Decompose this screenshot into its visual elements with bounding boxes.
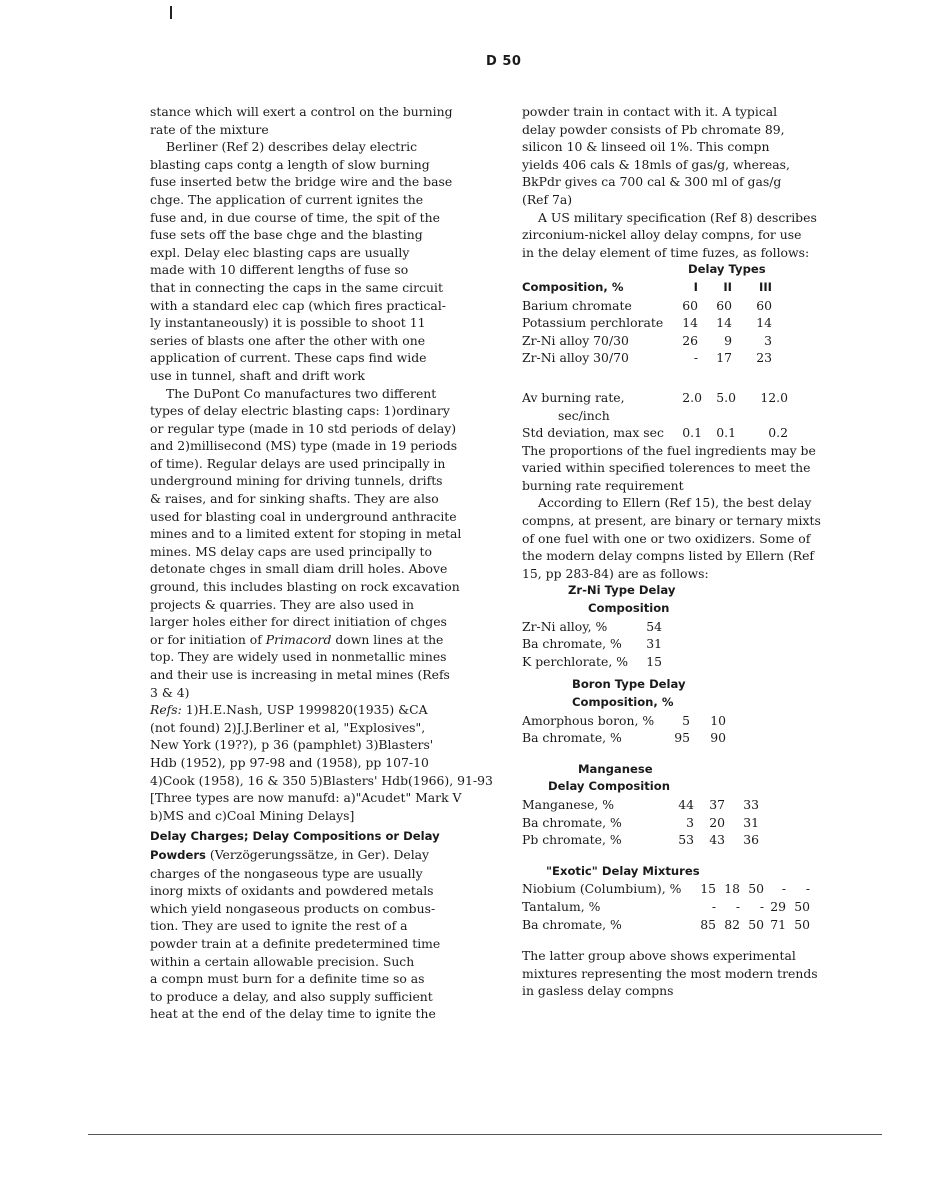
text-line: that in connecting the caps in the same circuit <box>150 279 443 295</box>
table-cell: 29 <box>770 898 786 914</box>
table-cell: 60 <box>716 297 732 313</box>
text-line: ground, this includes blasting on rock excavation <box>150 579 460 595</box>
table-cell: 36 <box>743 832 759 848</box>
text-line: and 2)millisecond (MS) type (made in 19 periods <box>150 438 458 454</box>
text-line: top. They are widely used in nonmetallic mines <box>150 649 447 665</box>
table-cell: Ba chromate, % <box>522 916 622 932</box>
table-cell: 44 <box>678 796 694 812</box>
table-cell: 15 <box>700 881 716 897</box>
table-row <box>522 898 810 916</box>
table-cell: sec/inch <box>558 407 610 423</box>
table-cell: 50 <box>748 916 764 932</box>
table-cell: - <box>693 350 698 366</box>
text-line: series of blasts one after the other with one <box>150 332 426 348</box>
text-line: New York (19??), p 36 (pamphlet) 3)Blasters' <box>150 737 434 753</box>
text-line: BkPdr gives ca 700 cal & 300 ml of gas/g <box>522 174 782 190</box>
burning-rate-grid <box>522 389 788 442</box>
table-cell: 53 <box>678 832 694 848</box>
paragraph-closing <box>522 947 862 1000</box>
table-title: Delay Types <box>688 262 766 277</box>
text-line: burning rate requirement <box>522 477 684 493</box>
paragraph-us-military <box>522 209 862 262</box>
text-line: detonate chges in small diam drill holes. Above <box>150 561 448 577</box>
table-cell: Ba chromate, % <box>522 814 622 830</box>
text-line: powder train in contact with it. A typical <box>522 104 778 119</box>
table-cell: Manganese, % <box>522 796 615 812</box>
column-header: III <box>759 279 772 294</box>
text-line <box>150 846 506 865</box>
text-line: made with 10 different lengths of fuse so <box>150 262 409 278</box>
table-cell: Ba chromate, % <box>522 730 622 746</box>
text-line: tion. They are used to ignite the rest of a <box>150 918 408 934</box>
section-heading: Delay Charges; Delay Compositions or Delay <box>150 829 440 844</box>
table-cell: Amorphous boron, % <box>522 712 655 728</box>
table-cell: 0.2 <box>768 425 788 441</box>
text-line: & raises, and for sinking shafts. They are also <box>150 491 439 507</box>
table-cell: 3 <box>764 332 772 348</box>
table-row <box>522 635 662 653</box>
table-cell: 85 <box>700 916 716 932</box>
table-cell: 95 <box>674 730 690 746</box>
table-cell: 17 <box>716 350 732 366</box>
table-row <box>522 407 788 425</box>
table-row <box>522 880 810 898</box>
paragraph-continuation <box>150 103 506 138</box>
table-row <box>522 831 759 849</box>
table-cell: Potassium perchlorate <box>522 315 664 331</box>
text-line: application of current. These caps find wide <box>150 350 427 366</box>
paragraph-proportions <box>522 442 862 495</box>
zrni-grid <box>522 618 662 671</box>
paragraph-dupont <box>150 385 506 702</box>
table-title: Delay Composition <box>548 779 670 794</box>
text-line: in gasless delay compns <box>522 983 674 999</box>
text-fragment: down lines at the <box>331 631 444 647</box>
table-title: Composition <box>588 601 670 616</box>
table-row <box>522 618 662 636</box>
text-line: ly instantaneously) it is possible to shoot 11 <box>150 315 426 331</box>
boron-table <box>522 676 862 746</box>
table-cell: 26 <box>682 332 698 348</box>
text-line: inorg mixts of oxidants and powdered metals <box>150 883 434 899</box>
left-column <box>150 103 506 1023</box>
text-line: Berliner (Ref 2) describes delay electric <box>166 139 418 155</box>
text-line: of time). Regular delays are used principally in <box>150 455 446 471</box>
table-header-row <box>522 279 772 297</box>
paragraph-continuation <box>522 103 862 209</box>
table-cell: 9 <box>724 332 732 348</box>
table-cell: - <box>735 898 740 914</box>
table-cell: 31 <box>646 636 662 652</box>
text-line: with a standard elec cap (which fires practical- <box>150 297 446 313</box>
table-cell: 33 <box>743 796 759 812</box>
text-line: the modern delay compns listed by Ellern (Ref <box>522 548 815 564</box>
table-cell: 10 <box>710 712 726 728</box>
text-line <box>150 631 506 649</box>
references <box>150 701 506 824</box>
text-fragment: (Verzögerungssätze, in Ger). Delay <box>205 846 430 862</box>
text-line: The latter group above shows experimental <box>522 948 796 964</box>
table-cell: Ba chromate, % <box>522 636 622 652</box>
table-cell: 50 <box>794 916 810 932</box>
paragraph-ellern <box>522 494 862 582</box>
text-line: which yield nongaseous products on combus- <box>150 900 436 916</box>
text-line: and their use is increasing in metal mines (Refs <box>150 667 450 682</box>
text-line: fuse sets off the base chge and the blasting <box>150 227 423 243</box>
text-fragment: 1)H.E.Nash, USP 1999820(1935) &CA <box>181 702 428 718</box>
table-cell: Zr-Ni alloy 30/70 <box>522 350 629 366</box>
table-row <box>522 349 772 367</box>
text-line: The DuPont Co manufactures two different <box>166 385 437 401</box>
table-cell: 2.0 <box>682 389 702 405</box>
table-cell: 14 <box>716 315 732 331</box>
text-line: 3 & 4) <box>150 684 190 700</box>
text-line: [Three types are now manufd: a)"Acudet" Mark V <box>150 790 462 806</box>
table-row <box>522 332 772 350</box>
text-line: 15, pp 283-84) are as follows: <box>522 565 709 581</box>
text-line: mines and to a limited extent for stoping in metal <box>150 526 462 542</box>
boron-grid <box>522 712 726 747</box>
table-cell: 43 <box>709 832 725 848</box>
table-cell: 14 <box>682 315 698 331</box>
table-cell: 23 <box>756 350 772 366</box>
text-line: Hdb (1952), pp 97-98 and (1958), pp 107-10 <box>150 754 429 770</box>
table-cell: 5.0 <box>716 389 736 405</box>
text-line: in the delay element of time fuzes, as follows: <box>522 244 810 260</box>
text-line: heat at the end of the delay time to ignite the <box>150 1006 436 1022</box>
manganese-table <box>522 761 862 849</box>
text-line: underground mining for driving tunnels, drifts <box>150 473 443 489</box>
table-row <box>522 796 759 814</box>
text-line: b)MS and c)Coal Mining Delays] <box>150 807 355 823</box>
table-cell: 71 <box>770 916 786 932</box>
text-line: The proportions of the fuel ingredients may be <box>522 442 816 458</box>
table-title: Boron Type Delay <box>572 677 686 692</box>
table-cell: 31 <box>743 814 759 830</box>
table-cell: 60 <box>682 297 698 313</box>
delay-types-grid <box>522 279 772 367</box>
table-title: Composition, % <box>572 695 674 709</box>
table-cell: - <box>781 881 786 897</box>
table-row <box>522 814 759 832</box>
table-cell: 5 <box>682 712 690 728</box>
table-cell: 82 <box>724 916 740 932</box>
table-row <box>522 712 726 730</box>
table-cell: 15 <box>646 653 662 669</box>
table-row <box>522 297 772 315</box>
section-heading: Powders <box>150 847 206 862</box>
table-row <box>522 424 788 442</box>
text-line: A US military specification (Ref 8) describes <box>538 209 817 225</box>
text-line <box>150 701 506 719</box>
text-line: compns, at present, are binary or ternary mixts <box>522 513 821 529</box>
table-cell: Tantalum, % <box>522 898 601 914</box>
primacord-term: Primacord <box>265 631 332 647</box>
text-line: projects & quarries. They are also used in <box>150 596 415 612</box>
table-cell: 60 <box>756 297 772 313</box>
table-row <box>522 314 772 332</box>
table-cell: 3 <box>686 814 694 830</box>
table-cell: Barium chromate <box>522 297 632 313</box>
text-line: larger holes either for direct initiation of chges <box>150 614 447 630</box>
text-line: of one fuel with one or two oxidizers. Some of <box>522 530 811 546</box>
scan-mark <box>170 6 172 19</box>
table-cell: - <box>805 881 810 897</box>
text-line: chge. The application of current ignites the <box>150 191 424 207</box>
table-cell: - <box>759 898 764 914</box>
text-line: varied within specified tolerences to meet the <box>522 460 811 476</box>
paragraph-berliner <box>150 138 506 384</box>
table-cell: Pb chromate, % <box>522 832 622 848</box>
table-row <box>522 653 662 671</box>
text-line: yields 406 cals & 18mls of gas/g, whereas, <box>522 156 790 172</box>
text-line: (not found) 2)J.J.Berliner et al, "Explosives", <box>150 719 426 735</box>
table-cell: 14 <box>756 315 772 331</box>
text-fragment: or for initiation of <box>150 631 266 647</box>
text-line: According to Ellern (Ref 15), the best delay <box>538 495 812 511</box>
table-row <box>522 729 726 747</box>
zrni-table <box>522 582 862 670</box>
text-line: use in tunnel, shaft and drift work <box>150 367 365 383</box>
table-cell: 0.1 <box>716 425 736 441</box>
text-line: powder train at a definite predetermined time <box>150 935 441 951</box>
text-line: within a certain allowable precision. Such <box>150 953 415 969</box>
text-line: (Ref 7a) <box>522 191 573 207</box>
text-line: types of delay electric blasting caps: 1)ordinary <box>150 403 450 419</box>
table-cell: 0.1 <box>682 425 702 441</box>
refs-label: Refs: <box>150 702 182 718</box>
text-line: mines. MS delay caps are used principally to <box>150 543 432 559</box>
table-cell: 12.0 <box>760 389 788 405</box>
table-cell: 18 <box>724 881 740 897</box>
exotic-table <box>522 863 862 933</box>
text-line: fuse and, in due course of time, the spit of the <box>150 209 440 225</box>
table-cell: Zr-Ni alloy, % <box>522 618 608 634</box>
table-cell: Zr-Ni alloy 70/30 <box>522 332 629 348</box>
text-line: fuse inserted betw the bridge wire and the base <box>150 174 453 190</box>
page-number: D 50 <box>486 54 522 69</box>
column-header: Composition, % <box>522 279 624 294</box>
text-line: silicon 10 & linseed oil 1%. This compn <box>522 139 770 155</box>
table-cell: 20 <box>709 814 725 830</box>
text-line: used for blasting coal in underground anthracite <box>150 508 457 524</box>
table-cell: Std deviation, max sec <box>522 425 664 441</box>
table-cell: 50 <box>794 898 810 914</box>
section-delay-charges <box>150 828 506 1023</box>
table-cell: 37 <box>709 796 725 812</box>
text-line: rate of the mixture <box>150 121 269 137</box>
text-line: a compn must burn for a definite time so as <box>150 971 425 987</box>
text-line: charges of the nongaseous type are usually <box>150 865 423 881</box>
table-title: Zr-Ni Type Delay <box>568 583 676 598</box>
text-line: to produce a delay, and also supply sufficient <box>150 988 433 1004</box>
right-column <box>522 103 862 1000</box>
text-line: or regular type (made in 10 std periods of delay) <box>150 420 457 436</box>
table-cell: - <box>711 898 716 914</box>
text-line: blasting caps contg a length of slow burning <box>150 156 430 172</box>
text-line: mixtures representing the most modern trends <box>522 965 818 981</box>
footer-rule <box>88 1134 882 1135</box>
text-line: 4)Cook (1958), 16 & 350 5)Blasters' Hdb(1966), 91-93 <box>150 772 493 788</box>
delay-types-table <box>522 261 862 441</box>
column-header: II <box>723 279 732 294</box>
exotic-grid <box>522 880 810 933</box>
manganese-grid <box>522 796 759 849</box>
text-line: expl. Delay elec blasting caps are usually <box>150 244 410 260</box>
table-cell: 54 <box>646 618 662 634</box>
text-line: delay powder consists of Pb chromate 89, <box>522 121 785 137</box>
table-row <box>522 916 810 934</box>
table-title: "Exotic" Delay Mixtures <box>546 863 700 878</box>
text-line: zirconium-nickel alloy delay compns, for use <box>522 227 802 243</box>
text-line: stance which will exert a control on the burning <box>150 104 453 119</box>
table-cell: 90 <box>710 730 726 746</box>
table-row <box>522 389 788 407</box>
table-cell: Niobium (Columbium), % <box>522 881 682 897</box>
table-title: Manganese <box>578 761 653 776</box>
column-header: I <box>693 279 698 294</box>
table-cell: K perchlorate, % <box>522 653 628 669</box>
table-cell: 50 <box>748 881 764 897</box>
table-cell: Av burning rate, <box>522 389 625 405</box>
